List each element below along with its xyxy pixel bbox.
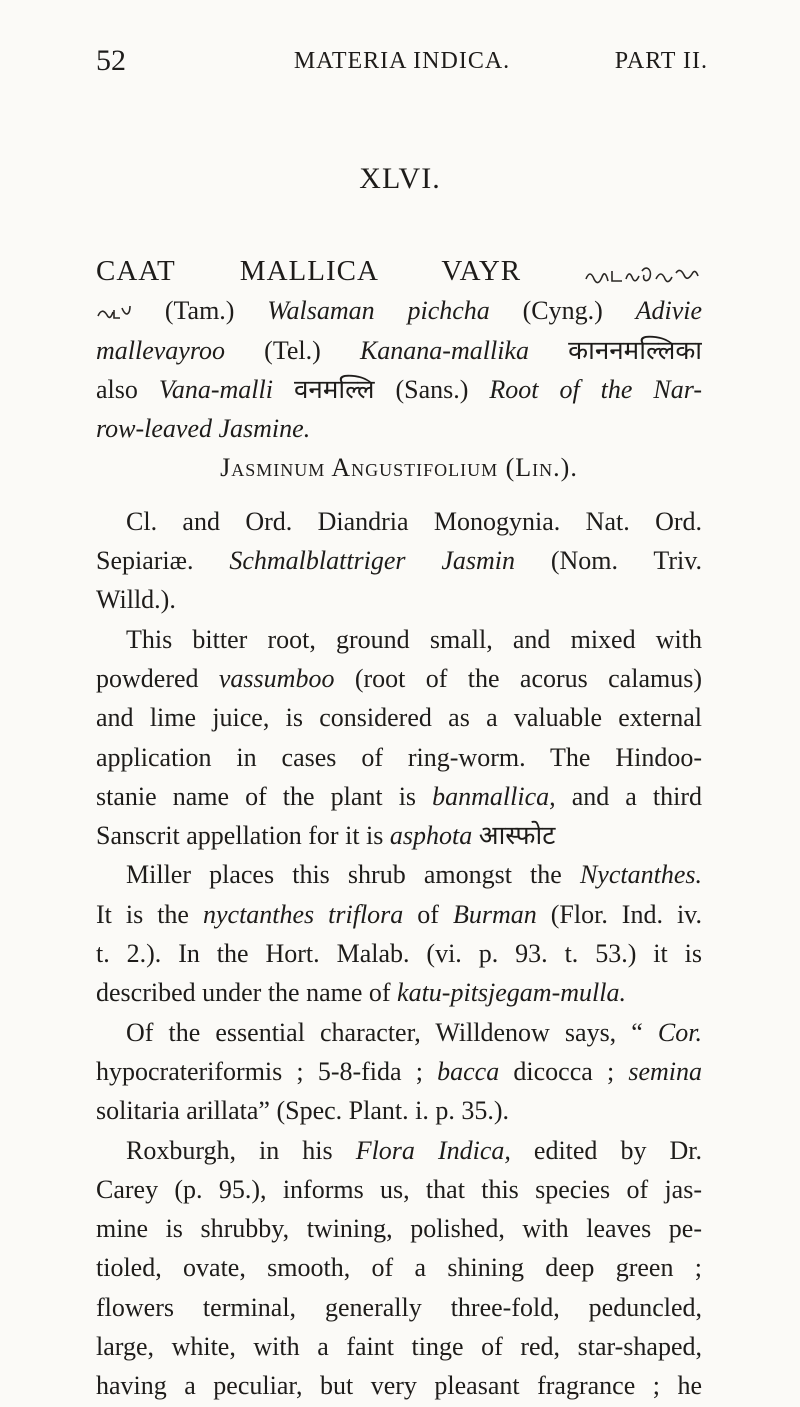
para5-line-3: mine is shrubby, twining, polished, with leaves pe- (96, 1214, 702, 1244)
also-word: also (96, 374, 138, 404)
para2-line-5 (96, 777, 702, 816)
german-name: Schmalblattriger Jasmin (229, 546, 516, 576)
devanagari-3: आस्फोट (478, 821, 556, 851)
text-span: Sanscrit appellation for it is (96, 821, 384, 851)
text-span: of (417, 899, 439, 929)
spacer (96, 488, 702, 502)
heading-line-3 (96, 331, 702, 370)
sans-label: (Sans.) (395, 374, 469, 404)
flora-indica-title: Flora Indica, (355, 1135, 511, 1165)
text-span: (root of the acorus calamus) (354, 663, 702, 693)
text-span: (Flor. Ind. iv. (550, 899, 702, 929)
latin-name: Jasminum Angustifolium (Lin.). (220, 453, 578, 483)
tamil-script-figure-cont (96, 302, 132, 324)
text-span: Of the essential character, Willdenow says, “ (126, 1017, 643, 1047)
sans-name-1: Kanana-mallika (359, 335, 529, 365)
text-span: stanie name of the plant is (96, 781, 417, 811)
species-term: nyctanthes triflora (202, 899, 404, 929)
sans-name-2: Vana-malli (158, 374, 273, 404)
heading-line-2 (96, 291, 702, 330)
main-name: CAAT MALLICA VAYR (96, 255, 522, 287)
devanagari-1: काननमल्लिका (568, 335, 702, 365)
cor-term: Cor. (657, 1017, 702, 1047)
tamil-script-figure (584, 263, 702, 285)
para3-line-1 (96, 855, 702, 894)
para4-line-2 (96, 1052, 702, 1091)
text-span: Miller places this shrub amongst the (126, 860, 562, 890)
para1-line-1: Cl. and Ord. Diandria Monogynia. Nat. Ord. (126, 506, 702, 536)
para2-line-6 (96, 816, 702, 855)
part-label: PART II. (614, 48, 708, 74)
para4-line-1 (96, 1013, 702, 1052)
root-desc-b: row-leaved Jasmine. (96, 414, 311, 444)
entry-text (96, 252, 702, 1406)
tel-name-b: mallevayroo (96, 335, 225, 365)
para1-line-2 (96, 541, 702, 580)
text-span: It is the (96, 899, 189, 929)
text-span: powdered (96, 663, 199, 693)
para3-line-2 (96, 895, 702, 934)
para1-line-3: Willd.). (96, 585, 176, 615)
text-span: Sepiariæ. (96, 546, 194, 576)
malabar-name: katu-pitsjegam-mulla. (397, 978, 626, 1008)
running-title: MATERIA INDICA. (293, 48, 511, 74)
root-desc-a: Root of the Nar- (489, 374, 702, 404)
devanagari-2: वनमल्लि (293, 374, 375, 404)
para4-line-3: solitaria arillata” (Spec. Plant. i. p. 35.). (96, 1096, 509, 1126)
para5-line-1 (96, 1131, 702, 1170)
text-span: (Nom. Triv. (550, 546, 702, 576)
cyng-label: (Cyng.) (522, 296, 603, 326)
text-span: and a third (571, 781, 702, 811)
cyng-name: Walsaman pichcha (267, 296, 490, 326)
banmallica-term: banmallica, (432, 781, 556, 811)
vassumboo-term: vassumboo (218, 663, 335, 693)
asphota-term: asphota (389, 821, 473, 851)
text-span: Roxburgh, in his (126, 1135, 333, 1165)
text-span: dicocca ; (513, 1056, 615, 1086)
nyctanthes-term: Nyctanthes. (579, 860, 702, 890)
para2-line-4: application in cases of ring-worm. The Hindoo- (96, 742, 702, 772)
para2-line-1: This bitter root, ground small, and mixed with (126, 624, 702, 654)
burman-term: Burman (452, 899, 537, 929)
para5-line-2: Carey (p. 95.), informs us, that this species of jas- (96, 1174, 702, 1204)
para2-line-2 (96, 659, 702, 698)
page-number: 52 (96, 44, 126, 77)
para3-line-3: t. 2.). In the Hort. Malab. (vi. p. 93. t. 53.) it is (96, 939, 702, 969)
tel-name-a: Adivie (635, 296, 702, 326)
para5-line-4: tioled, ovate, smooth, of a shining deep green ; (96, 1253, 702, 1283)
para5-line-7: having a peculiar, but very pleasant fragrance ; he (96, 1371, 702, 1401)
tamil-label: (Tam.) (164, 296, 235, 326)
heading-line-4 (96, 370, 702, 409)
text-span: hypocrateriformis ; 5-8-fida ; (96, 1056, 423, 1086)
running-header (96, 44, 708, 84)
tel-label: (Tel.) (264, 335, 321, 365)
text-span: described under the name of (96, 978, 391, 1008)
semina-term: semina (628, 1056, 702, 1086)
bacca-term: bacca (437, 1056, 500, 1086)
heading-line-5 (96, 409, 702, 448)
heading-line-1 (96, 252, 702, 291)
section-number: XLVI. (359, 162, 441, 195)
para3-line-4 (96, 973, 702, 1012)
text-span: edited by Dr. (533, 1135, 702, 1165)
para5-line-6: large, white, with a faint tinge of red, star-shaped, (96, 1332, 702, 1362)
para5-line-5: flowers terminal, generally three-fold, peduncled, (96, 1292, 702, 1322)
para2-line-3: and lime juice, is considered as a valuable external (96, 703, 702, 733)
